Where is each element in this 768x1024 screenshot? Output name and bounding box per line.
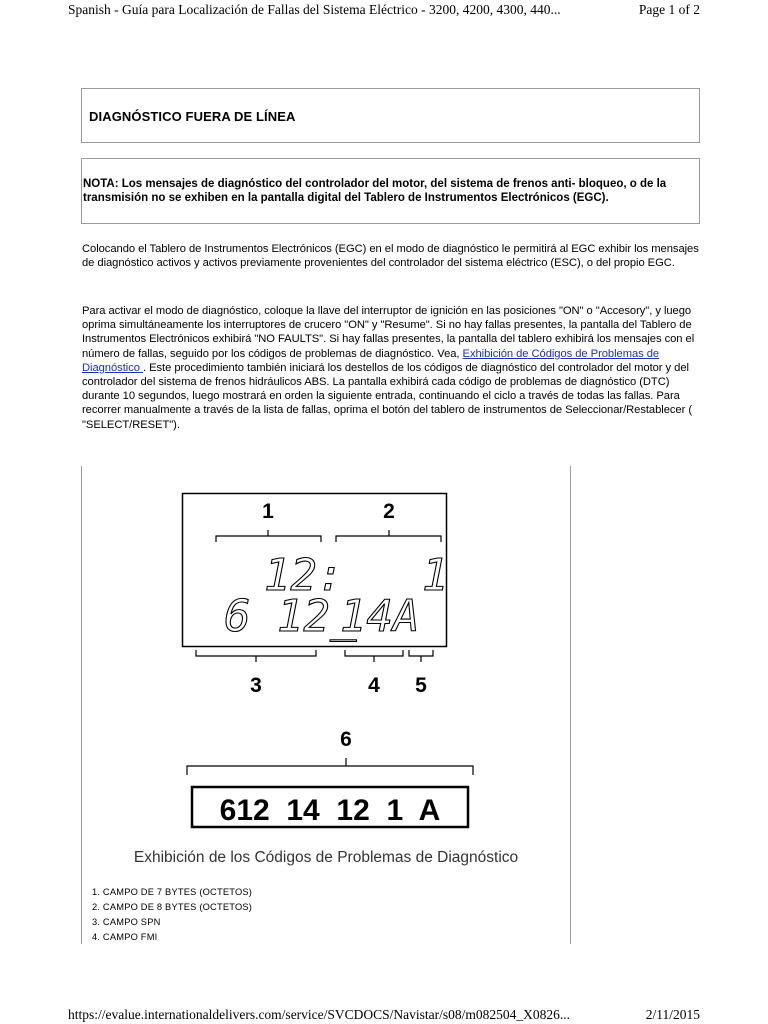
paragraph-2-text-a: Para activar el modo de diagnóstico, coloque la llave del interruptor de ignición en las posiciones "ON" o "Accesory", y luego oprima simultáneamente los interruptores de crucero "ON" y "Resume". Si no hay fallas presentes, la pantalla del Tablero de Instrumentos Electrónicos exhibirá "NO FAULTS". Si hay fallas presentes, la pantalla del tablero exhibirá los mensajes con el número de fallas, seguido por los códigos de problemas de diagnóstico. Vea, [82,305,695,360]
dtc-display-illustration [82,466,570,846]
section-title-box [81,88,700,143]
bracket-6 [187,758,473,775]
lcd-bottom-left: 6 12_ [224,591,357,642]
legend-item: 1. CAMPO DE 7 BYTES (OCTETOS) [92,887,253,897]
print-footer-date: 2/11/2015 [645,1007,700,1022]
callout-3: 3 [250,674,262,697]
paragraph-2-text-b: . Este procedimiento también iniciará los destellos de los códigos de diagnóstico del controlador del motor y del controlador del sistema de frenos hidráulicos ABS. La pantalla exhibirá cada código de problemas de diagnóstico (DTC) durante 10 segundos, luego mostrará en orden la siguiente entrada, continuando el ciclo a través de todas las fallas. Para recorrer manualmente a través de la lista de fallas, oprima el botón del tablero de instrumentos de Seleccionar/Restablecer ( "SELECT/RESET"). [82,361,693,431]
lcd-top-right: 1 [422,550,449,601]
print-footer-url: https://evalue.internationaldelivers.com/service/SVCDOCS/Navistar/s08/m082504_X0826... [68,1007,571,1022]
section-title: DIAGNÓSTICO FUERA DE LÍNEA [89,109,296,124]
bracket-5 [409,650,433,662]
callout-2: 2 [383,500,395,523]
dtc-display-link[interactable]: Exhibición de Códigos de Problemas de Diagnóstico [82,347,660,374]
callout-5: 5 [415,674,427,697]
print-footer [68,1006,700,1024]
dtc-figure [81,466,571,944]
legend-item: 2. CAMPO DE 8 BYTES (OCTETOS) [92,902,253,912]
print-header [68,0,700,22]
callout-1: 1 [262,500,274,523]
figure-caption: Exhibición de los Códigos de Problemas de Diagnóstico [133,849,519,866]
callout-4: 4 [368,674,380,697]
legend-item: 4. CAMPO FMI [92,932,158,942]
note-box [81,158,700,224]
print-header-page: Page 1 of 2 [638,2,700,17]
callout-6: 6 [340,728,352,751]
note-text: NOTA: Los mensajes de diagnóstico del controlador del motor, del sistema de frenos anti- bloqueo, o de la transmisión no se exhiben en la pantalla digital del Tablero de Instrumentos Electrónicos (EGC). [83,178,667,204]
bracket-4 [345,650,403,662]
print-header-title: Spanish - Guía para Localización de Fallas del Sistema Eléctrico - 3200, 4200, 4300, 440... [68,2,561,17]
code-box-value: 612 14 12 1 A [219,794,441,827]
bracket-3 [196,650,316,662]
lcd-top-left: 12: [264,550,344,601]
legend-item: 3. CAMPO SPN [92,917,161,927]
paragraph-2 [82,304,702,432]
paragraph-1: Colocando el Tablero de Instrumentos Electrónicos (EGC) en el modo de diagnóstico le permitirá al EGC exhibir los mensajes de diagnóstico activos y activos previamente provenientes del controlador del sistema eléctrico (ESC), o del propio EGC. [82,243,699,270]
figure-legend [92,885,252,945]
lcd-bottom-right: 14A [340,591,420,642]
